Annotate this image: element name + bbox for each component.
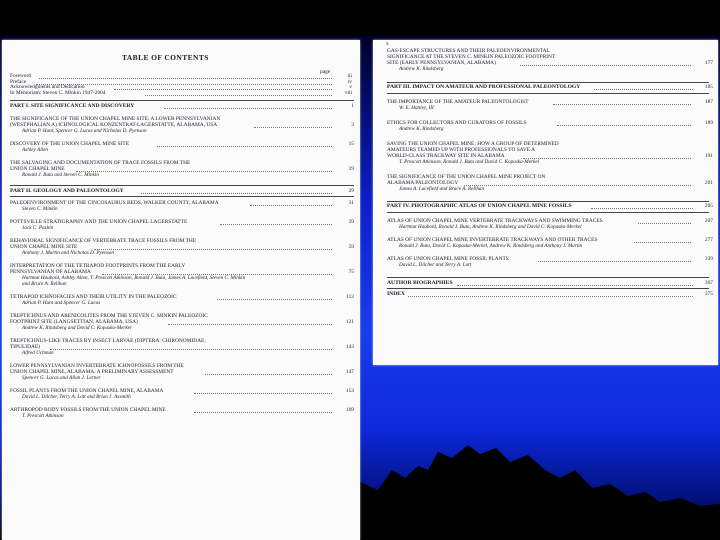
entry-authors: David L. Dilcher and Terry A. Lott [399,262,472,268]
toc-page-right [373,40,718,365]
part-page: 205 [704,203,713,209]
entry-page-number: 187 [704,99,713,105]
entry-title-line: TREPTICHNUS-LIKE TRACES BY INSECT LARVAE (DIPTERA: CHIRONOMIDAE, [10,338,206,344]
entry-title-line: SIGNIFICANCE AT THE STEVEN C. MINKIN PALEOZOIC FOOTPRINT [387,54,556,60]
entry-title-line: FOSSIL PLANTS FROM THE UNION CHAPEL MINE, ALABAMA [10,388,164,394]
entry-page-number: 39 [348,219,354,225]
end-item: AUTHOR BIOGRAPHIES [387,280,453,286]
entry-page-number: 143 [345,344,354,350]
entry-title-line: PALEOENVIRONMENT OF THE CINCOSAURUS BEDS, WALKER COUNTY, ALABAMA [10,200,219,206]
entry-title-line: LOWER PENNSYLVANIAN INVERTEBRATE ICHNOFOSSILS FROM THE [10,363,184,369]
section-rule [10,185,354,186]
entry-authors: T. Prescott Atkinson [22,413,64,419]
front-matter-item: Foreword [10,73,31,79]
section-rule [387,277,709,278]
leader-dots [254,127,333,128]
part-page: 29 [348,188,354,194]
entry-title-line: UNION CHAPEL MINE [10,166,65,172]
leader-dots [523,158,691,159]
part-heading: PART IV. PHOTOGRAPHIC ATLAS OF UNION CHAPEL MINE FOSSILS [387,203,572,209]
entry-authors-cont: and Bruce A. Relihan [22,281,67,287]
entry-title-line: ATLAS OF UNION CHAPEL MINE FOSSIL PLANTS [387,256,509,262]
part-heading: PART I. SITE SIGNIFICANCE AND DISCOVERY [10,103,135,109]
entry-authors: Andrew K. Rindsberg [399,66,444,72]
leader-dots [94,249,332,250]
entry-title-line: TETRAPOD ICHNOFACIES AND THEIR UTILITY IN THE PALEOZOIC [10,294,177,300]
entry-title-line: TIPULIDAE) [10,344,40,350]
entry-authors: Andrew K. Rindsberg and David C. Kopaska-Merkel [22,325,132,331]
section-rule [387,288,709,289]
entry-page-number: 207 [704,218,713,224]
entry-authors: Ashley Allen [22,147,48,153]
front-matter-item: Preface [10,78,27,85]
leader-dots [638,223,691,224]
section-rule [387,82,709,83]
entry-authors: Jack C. Pashin [22,225,54,231]
entry-title-line: PENNSYLVANIAN OF ALABAMA [10,269,91,275]
section-rule [387,93,709,94]
entry-page-number: 31 [348,200,354,206]
entry-title-line: ATLAS OF UNION CHAPEL MINE INVERTEBRATE TRACKWAYS AND OTHER TRACES [387,237,598,243]
front-matter-page: v [349,84,352,90]
entry-page-number: 153 [345,388,354,394]
entry-title-line: ARTHROPOD BODY FOSSILS FROM THE UNION CHAPEL MINE [10,407,166,413]
leader-dots [145,95,332,96]
front-matter-item: In Memoriam: Steven C. Minkin 1947-2004 [10,89,106,96]
part-heading: PART II. GEOLOGY AND PALEONTOLOGY [10,188,124,194]
entry-authors: Ronald J. Buta and Steven C. Minkin [22,172,99,178]
section-rule [10,100,354,101]
entry-title-line: BEHAVIORAL SIGNIFICANCE OF VERTEBRATE TRACE FOSSILS FROM THE [10,238,197,244]
section-rule [387,212,709,213]
entry-title-line: GAS-ESCAPE STRUCTURES AND THEIR PALEOENVIRONMENTAL [387,48,550,54]
entry-title-line: ETHICS FOR COLLECTORS AND CURATORS OF FOSSILS [387,120,527,126]
leader-dots [76,171,332,172]
entry-authors: Ronald J. Buta, David C. Kopaska-Merkel, Andrew K. Rindsberg and Anthony J. Martin [399,243,583,249]
entry-title-line: TREPTICHNUS AND ARENICOLITES FROM THE STEVEN C. MINKIN PALEOZOIC [10,313,208,319]
entry-title-line: UNION CHAPEL MINE SITE [10,244,78,250]
entry-title-line: WORLD-CLASS TRACKWAY SITE IN ALABAMA [387,153,505,159]
entry-authors: Spencer G. Lucas and Allan J. Lerner [22,375,101,381]
entry-page-number: 19 [348,166,354,172]
entry-title-line: ALABAMA PALEONTOLOGY [387,180,459,186]
front-matter-page: iv [347,78,352,85]
front-matter-page: viii [344,89,352,96]
entry-page-number: 277 [704,237,713,243]
entry-title-line: AMATEURS TEAMED UP WITH PROFESSIONALS TO SAVE A [387,147,536,153]
front-matter-item: Acknowledgments and Dedication [10,84,85,90]
entry-title-line: THE IMPORTANCE OF THE AMATEUR PALEONTOLOGIST [387,99,529,105]
end-item-page: 375 [704,291,713,297]
leader-dots [141,193,332,194]
entry-title-line: SITE (EARLY PENNSYLVANIAN, ALABAMA) [387,60,496,66]
entry-authors: Alfred Uchman [22,350,54,356]
leader-dots [557,125,692,126]
entry-title-line: (WESTPHALIAN A) ICHNOLOGICAL KONZENTRAT-LAGERSTATTE, ALABAMA, USA [10,122,218,128]
entry-page-number: 59 [348,244,354,250]
leader-dots [205,374,332,375]
part-heading: PART III. IMPACT ON AMATEUR AND PROFESSIONAL PALEONTOLOGY [387,84,581,90]
entry-authors: Adrian P. Hunt and Spencer G. Lucas [22,300,101,306]
section-rule [10,196,354,197]
section-rule [387,201,709,202]
leader-dots [217,299,333,300]
entry-authors: T. Prescott Atkinson, Ronald J. Buta and David C. Kopaska-Merkel [399,159,540,165]
entry-title-line: DISCOVERY OF THE UNION CHAPEL MINE SITE [10,141,129,147]
entry-page-number: 177 [704,60,713,66]
entry-title-line: INTERPRETATION OF THE TETRAPOD FOOTPRINTS FROM THE EARLY [10,263,186,269]
leader-dots [250,205,332,206]
leader-dots [408,296,693,297]
leader-dots [194,412,332,413]
entry-authors: James A. Lacefield and Bruce A. Relihan [399,186,485,192]
part-page: 185 [704,84,713,90]
leader-dots [39,78,332,79]
entry-page-number: 339 [704,256,713,262]
leader-dots [538,261,691,262]
entry-page-number: 75 [348,269,354,275]
leader-dots [164,108,332,109]
entry-authors: W. E. Hanley, III [399,105,434,111]
part-page: 1 [351,103,354,109]
entry-title-line: ATLAS OF UNION CHAPEL MINE VERTEBRATE TRACKWAYS AND SWIMMING TRACES [387,218,603,224]
entry-title-line: THE SIGNIFICANCE OF THE UNION CHAPEL MINE PROJECT ON [387,174,546,180]
end-item-page: 367 [704,280,713,286]
entry-page-number: 191 [704,153,713,159]
leader-dots [634,242,691,243]
entry-page-number: 121 [345,319,354,325]
entry-title-line: UNION CHAPEL MINE, ALABAMA: A PRELIMINARY ASSESSMENT [10,369,174,375]
entry-page-number: 201 [704,180,713,186]
toc-title: TABLE OF CONTENTS [122,53,209,62]
page-column-header: page [320,69,331,75]
entry-title-line: FOOTPRINT SITE (LANGSETTIAN, ALABAMA, USA) [10,319,138,325]
entry-title-line: SAVING THE UNION CHAPEL MINE: HOW A GROUP OF DETERMINED [387,141,559,147]
entry-authors: Andrew K. Rindsberg [399,126,444,132]
leader-dots [591,208,693,209]
entry-page-number: 113 [346,294,354,300]
leader-dots [114,89,332,90]
leader-dots [457,285,693,286]
entry-page-number: 169 [345,407,354,413]
leader-dots [157,146,332,147]
end-item: INDEX [387,291,406,297]
entry-page-number: 147 [345,369,354,375]
entry-title-line: POTTSVILLE STRATIGRAPHY AND THE UNION CHAPEL LAGERSTATTE [10,219,188,225]
entry-title-line: THE SIGNIFICANCE OF THE UNION CHAPEL MINE SITE: A LOWER PENNSYLVANIAN [10,116,221,122]
leader-dots [50,349,332,350]
toc-page-left [2,40,360,540]
entry-authors: Adrian P. Hunt, Spencer G. Lucas and Nicholas D. Pyenson [22,128,147,134]
entry-authors: Hartmut Haubold, Ronald J. Buta, Andrew K. Rindsberg and David C. Kopaska-Merkel [399,224,582,230]
leader-dots [553,104,691,105]
entry-page-number: 189 [704,120,713,126]
entry-title-line: THE SALVAGING AND DOCUMENTATION OF TRACE FOSSILS FROM THE [10,160,191,166]
entry-authors: Hartmut Haubold, Ashley Allen, T. Prescott Atkinson, Ronald J. Buta, James A. Lacefield, Steven C. Minkin [22,275,246,281]
leader-dots [168,324,332,325]
leader-dots [220,224,332,225]
entry-authors: Steven C. Minkin [22,206,58,212]
entry-page-number: 15 [348,141,354,147]
leader-dots [194,393,332,394]
entry-authors: David L. Dilcher, Terry A. Lott and Brian J. Axsmith [22,394,131,400]
entry-authors: Anthony J. Martin and Nicholas D. Pyenson [22,250,114,256]
entry-page-number: 3 [351,122,354,128]
leader-dots [520,65,692,66]
front-matter-page: iii [347,73,352,79]
leader-dots [464,185,691,186]
page-number: x [386,41,389,47]
leader-dots [594,89,693,90]
